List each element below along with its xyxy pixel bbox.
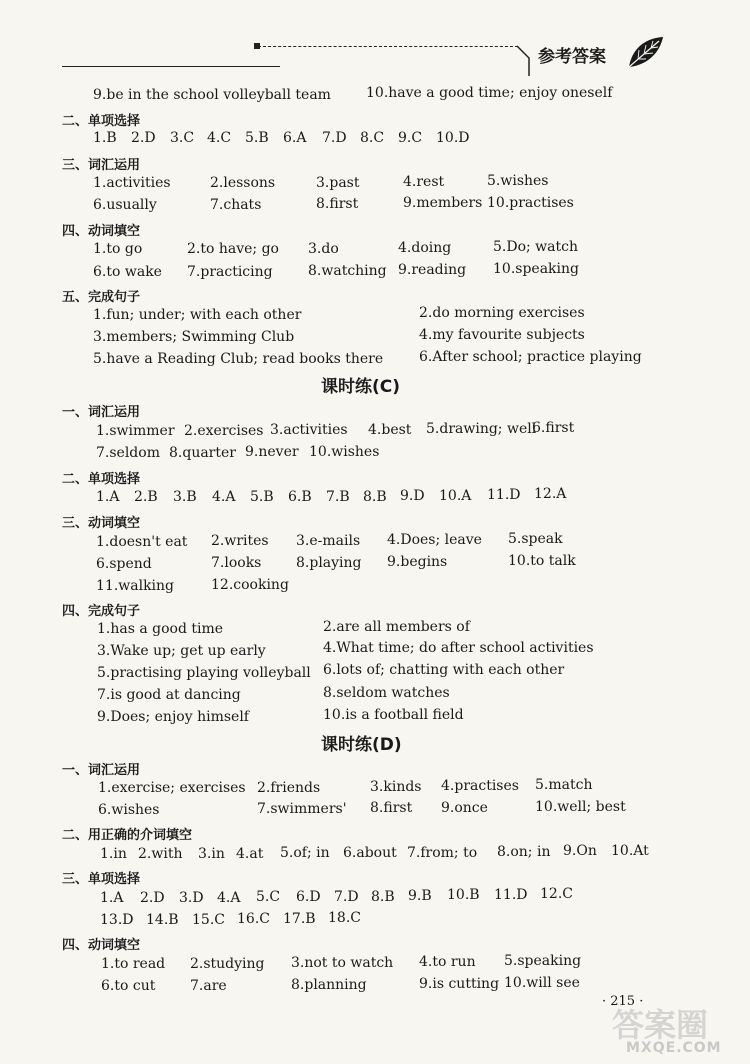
- answer-item: 8.first: [316, 196, 359, 212]
- answer-item: 3.C: [170, 130, 195, 146]
- answer-item: 3.activities: [270, 422, 348, 438]
- answer-item: 10.practises: [487, 195, 574, 211]
- answer-item: 3.B: [173, 489, 197, 505]
- answer-item: 2.D: [131, 130, 156, 146]
- answer-item: 6.wishes: [98, 802, 160, 818]
- header-dash-line: [258, 46, 518, 47]
- answer-item: 7.seldom: [96, 445, 160, 461]
- answer-item: 1.fun; under; with each other: [93, 307, 302, 323]
- answer-item: 8.watching: [308, 263, 387, 279]
- answer-item: 6.first: [532, 420, 575, 436]
- answer-item: 7.practicing: [187, 264, 273, 280]
- answer-item: 7.chats: [210, 197, 262, 213]
- answer-item: 7.from; to: [407, 845, 478, 861]
- answer-item: 5.C: [256, 889, 281, 905]
- section-heading: 一、词汇运用: [62, 405, 141, 420]
- answer-item: 7.looks: [211, 555, 262, 571]
- answer-item: 18.C: [328, 910, 361, 926]
- answer-item: 8.first: [370, 800, 413, 816]
- header-dot: [254, 43, 260, 49]
- answer-item: 6.to wake: [93, 264, 162, 280]
- answer-item: 6.A: [283, 130, 307, 146]
- answer-item: 3.Wake up; get up early: [97, 643, 266, 659]
- answer-item: 8.planning: [291, 977, 367, 993]
- watermark-text: 答案圈: [612, 1006, 709, 1044]
- section-heading: 三、词汇运用: [62, 158, 141, 173]
- answer-item: 9.reading: [398, 262, 467, 278]
- answer-item: 4.C: [207, 130, 232, 146]
- header-rule: [62, 66, 280, 67]
- answer-item: 3.e-mails: [296, 533, 361, 549]
- answer-item: 16.C: [237, 911, 270, 927]
- answer-item: 7.are: [190, 978, 227, 994]
- answer-item: 14.B: [146, 912, 179, 928]
- answer-item: 3.D: [179, 890, 204, 906]
- answer-item: 2.exercises: [184, 423, 264, 439]
- answer-item: 7.B: [326, 489, 350, 505]
- answer-item: 3.in: [198, 846, 225, 862]
- answer-item: 6.about: [343, 845, 397, 861]
- answer-item: 9.begins: [387, 554, 448, 570]
- answer-item: 8.B: [371, 889, 395, 905]
- answer-item: 13.D: [100, 912, 134, 928]
- answer-item: 8.C: [360, 130, 385, 146]
- answer-item: 5.B: [250, 489, 274, 505]
- answer-item: 6.spend: [96, 556, 152, 572]
- watermark-url: MXQE.COM: [626, 1040, 722, 1056]
- section-heading: 二、单项选择: [62, 114, 141, 129]
- answer-item: 10.speaking: [493, 261, 579, 277]
- answer-item: 9.D: [400, 488, 425, 504]
- answer-item: 8.playing: [296, 555, 362, 571]
- answer-item: 3.kinds: [370, 779, 422, 795]
- answer-item: 12.A: [534, 486, 567, 502]
- answer-item: 10.wishes: [309, 444, 380, 460]
- section-heading: 四、完成句子: [62, 604, 141, 619]
- answer-item: 9.be in the school volleyball team: [93, 87, 331, 103]
- answer-item: 9.never: [245, 444, 299, 460]
- answer-item: 8.seldom watches: [323, 685, 450, 701]
- answer-item: 3.not to watch: [291, 955, 394, 971]
- answer-item: 2.friends: [257, 780, 321, 796]
- answer-item: 4.rest: [403, 174, 445, 190]
- answer-item: 10.well; best: [535, 799, 626, 815]
- answer-item: 1.to read: [101, 956, 166, 972]
- answer-item: 5.practising playing volleyball: [97, 665, 311, 681]
- answer-item: 6.D: [296, 889, 321, 905]
- answer-item: 1.in: [100, 846, 127, 862]
- header-bracket: [515, 44, 535, 78]
- answer-item: 4.practises: [441, 778, 519, 794]
- answer-item: 4.Does; leave: [387, 532, 482, 548]
- answer-item: 1.A: [96, 489, 120, 505]
- answer-item: 4.my favourite subjects: [419, 327, 585, 343]
- section-heading: 三、动词填空: [62, 516, 141, 531]
- answer-item: 11.D: [487, 487, 521, 503]
- answer-item: 4.A: [217, 890, 241, 906]
- answer-item: 12.C: [540, 886, 573, 902]
- lesson-title: 课时练(D): [321, 735, 402, 755]
- answer-item: 4.What time; do after school activities: [323, 640, 594, 656]
- answer-item: 4.at: [236, 846, 264, 862]
- answer-item: 9.Does; enjoy himself: [97, 709, 249, 725]
- answer-item: 9.is cutting: [419, 976, 500, 992]
- answer-item: 3.members; Swimming Club: [93, 329, 295, 345]
- answer-item: 2.do morning exercises: [419, 305, 585, 321]
- answer-item: 5.of; in: [280, 845, 330, 861]
- answer-item: 4.to run: [419, 954, 476, 970]
- section-heading: 四、动词填空: [62, 224, 141, 239]
- answer-item: 9.C: [398, 130, 423, 146]
- answer-item: 3.do: [308, 241, 339, 257]
- answer-item: 5.B: [245, 130, 269, 146]
- answer-item: 5.speaking: [504, 953, 582, 969]
- answer-item: 12.cooking: [211, 577, 289, 593]
- answer-item: 8.B: [363, 489, 387, 505]
- answer-item: 1.to go: [93, 241, 143, 257]
- answer-item: 8.quarter: [169, 445, 236, 461]
- answer-item: 10.is a football field: [323, 707, 464, 723]
- section-heading: 三、单项选择: [62, 872, 141, 887]
- answer-item: 15.C: [192, 912, 225, 928]
- answer-item: 10.have a good time; enjoy oneself: [366, 85, 613, 101]
- answer-item: 10.to talk: [508, 553, 576, 569]
- answer-item: 9.B: [408, 888, 432, 904]
- answer-item: 10.A: [439, 488, 472, 504]
- answer-item: 1.has a good time: [97, 621, 224, 637]
- answer-item: 5.have a Reading Club; read books there: [93, 351, 384, 367]
- answer-item: 7.is good at dancing: [97, 687, 241, 703]
- answer-item: 7.D: [322, 130, 347, 146]
- lesson-title: 课时练(C): [321, 377, 401, 397]
- section-heading: 二、单项选择: [62, 472, 141, 487]
- answer-item: 2.B: [134, 489, 158, 505]
- answer-item: 2.to have; go: [187, 241, 279, 257]
- answer-item: 4.doing: [398, 240, 452, 256]
- answer-item: 17.B: [283, 911, 316, 927]
- answer-item: 2.writes: [211, 533, 269, 549]
- section-heading: 二、用正确的介词填空: [62, 828, 193, 843]
- answer-item: 6.to cut: [101, 978, 156, 994]
- page-number: · 215 ·: [602, 994, 644, 1009]
- answer-item: 2.studying: [190, 956, 265, 972]
- answer-item: 10.At: [611, 843, 649, 859]
- answer-item: 8.on; in: [497, 844, 551, 860]
- section-heading: 四、动词填空: [62, 938, 141, 953]
- answer-item: 1.A: [100, 890, 124, 906]
- section-heading: 五、完成句子: [62, 290, 141, 305]
- answer-item: 4.best: [368, 422, 412, 438]
- answer-item: 5.speak: [508, 531, 563, 547]
- answer-item: 6.B: [288, 489, 312, 505]
- answer-item: 7.swimmers': [257, 801, 347, 817]
- answer-item: 1.B: [93, 130, 117, 146]
- answer-item: 2.lessons: [210, 175, 276, 191]
- answer-item: 1.activities: [93, 175, 171, 191]
- header-title: 参考答案: [538, 47, 606, 67]
- answer-item: 2.are all members of: [323, 619, 470, 635]
- answer-item: 6.usually: [93, 197, 157, 213]
- answer-item: 3.past: [316, 175, 360, 191]
- section-heading: 一、词汇运用: [62, 763, 141, 778]
- answer-item: 9.On: [563, 843, 597, 859]
- answer-item: 1.swimmer: [96, 423, 175, 439]
- answer-item: 1.doesn't eat: [96, 534, 188, 550]
- answer-item: 4.A: [212, 489, 236, 505]
- answer-item: 9.members: [403, 195, 483, 211]
- answer-item: 5.drawing; well: [426, 421, 537, 437]
- answer-item: 6.After school; practice playing: [419, 349, 642, 365]
- answer-item: 6.lots of; chatting with each other: [323, 662, 565, 678]
- answer-item: 9.once: [441, 800, 488, 816]
- leaf-icon: [626, 34, 666, 70]
- answer-item: 2.D: [140, 890, 165, 906]
- answer-item: 2.with: [138, 846, 183, 862]
- answer-item: 11.walking: [96, 578, 175, 594]
- answer-item: 10.D: [436, 130, 470, 146]
- answer-item: 5.wishes: [487, 173, 549, 189]
- answer-item: 7.D: [334, 889, 359, 905]
- answer-item: 5.Do; watch: [493, 239, 578, 255]
- answer-item: 10.will see: [504, 975, 580, 991]
- answer-item: 5.match: [535, 777, 593, 793]
- answer-item: 10.B: [447, 887, 480, 903]
- answer-item: 1.exercise; exercises: [98, 780, 246, 796]
- answer-item: 11.D: [494, 887, 528, 903]
